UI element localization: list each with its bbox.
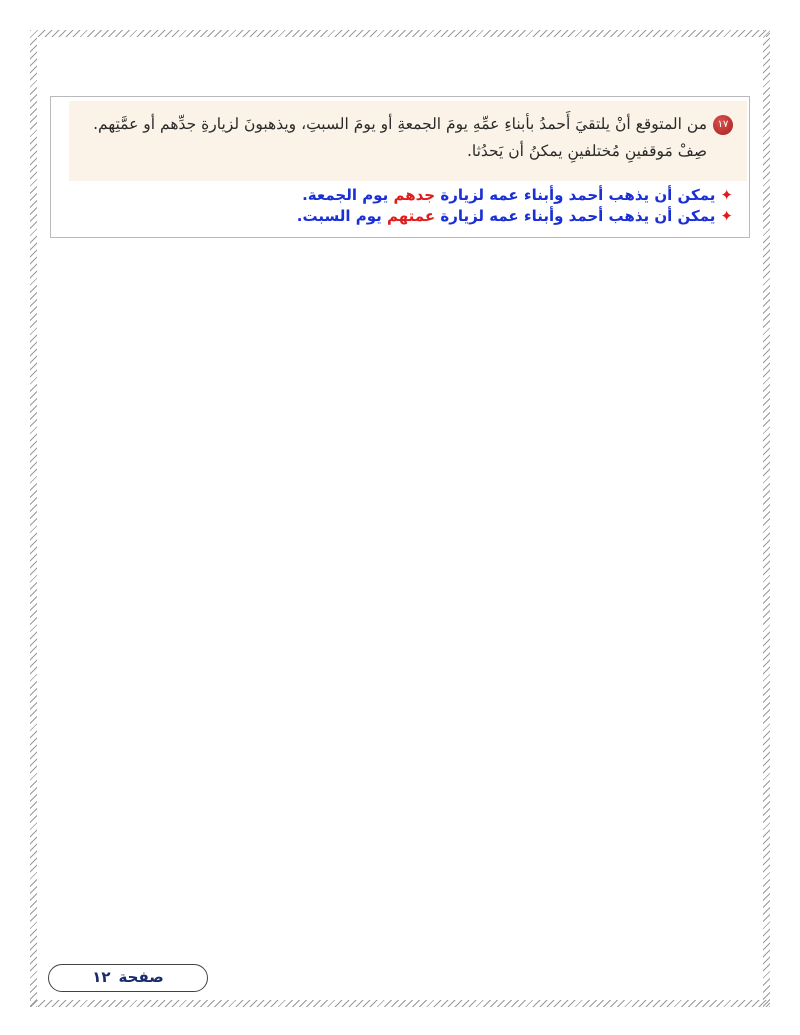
answer-text-start: يمكن أن يذهب أحمد وأبناء عمه لزيارة — [440, 207, 716, 225]
page-frame-right — [763, 30, 770, 1007]
question-box — [50, 96, 750, 238]
page-number-label — [48, 964, 208, 992]
answer-text-end: يوم الجمعة. — [302, 186, 389, 204]
question-number-badge: ١٧ — [713, 115, 733, 135]
answer-text-start: يمكن أن يذهب أحمد وأبناء عمه لزيارة — [440, 186, 716, 204]
answer-highlight: عمتهم — [387, 207, 436, 225]
question-text-2: صِفْ مَوقفينِ مُختلفينِ يمكنُ أن يَحدُثا. — [466, 142, 707, 160]
answer-list — [297, 185, 733, 227]
page-number: ١٢ — [92, 968, 111, 986]
answer-item — [297, 206, 733, 227]
star-bullet-icon: ✦ — [720, 207, 733, 225]
page-word: صفحة — [118, 968, 164, 986]
answer-highlight: جدهم — [393, 186, 436, 204]
page-frame-bottom — [30, 1000, 770, 1007]
question-line-1 — [79, 111, 733, 138]
question-panel — [69, 101, 747, 181]
answer-text-end: يوم السبت. — [296, 207, 382, 225]
answer-item — [297, 185, 733, 206]
star-bullet-icon: ✦ — [720, 186, 733, 204]
page-frame-left — [30, 30, 37, 1007]
page-frame-top — [30, 30, 770, 37]
question-text-1: من المتوقع أنْ يلتقيَ أَحمدُ بأبناءِ عمِّهِ يومَ الجمعةِ أو يومَ السبتِ، ويذهبونَ لزيارةِ جدِّهم أو عمَّتِهم. — [93, 115, 707, 133]
